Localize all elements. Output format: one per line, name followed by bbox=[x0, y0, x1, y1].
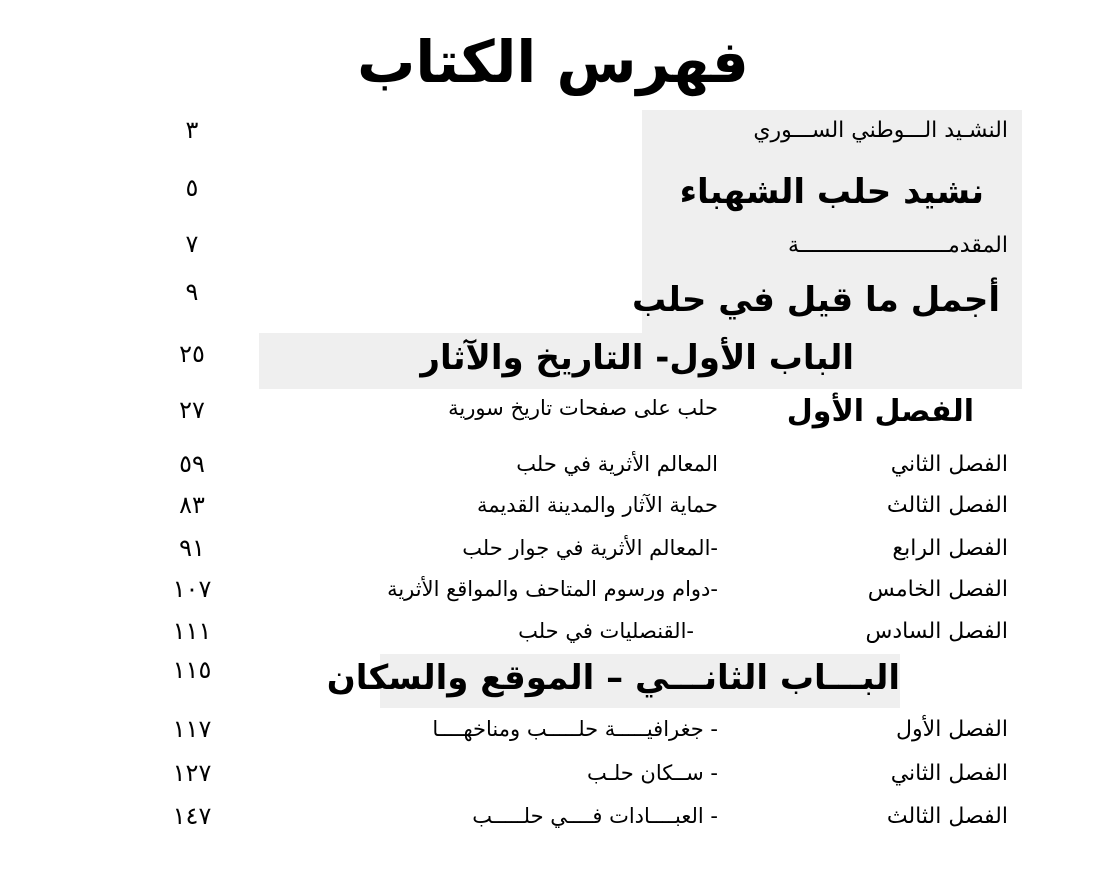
page-number: ٥ bbox=[185, 174, 199, 202]
toc-entry-introduction: المقدمـــــــــــــــــــــــة bbox=[787, 233, 1008, 258]
chapter-label: الفصل الخامس bbox=[867, 577, 1008, 602]
page-number: ٨٣ bbox=[179, 491, 205, 519]
chapter-subject: -القنصليات في حلب bbox=[518, 619, 694, 643]
page-number: ١٢٧ bbox=[172, 759, 212, 787]
chapter-label: الفصل الثالث bbox=[886, 804, 1008, 829]
part-heading: الباب الأول- التاريخ والآثار bbox=[420, 338, 854, 378]
chapter-label: الفصل الأول bbox=[896, 717, 1008, 742]
page-number: ١٤٧ bbox=[172, 802, 212, 830]
page-number: ١١١ bbox=[172, 617, 212, 645]
chapter-label: الفصل الأول bbox=[786, 394, 974, 429]
chapter-subject: - العبــــادات فــــي حلـــــب bbox=[472, 804, 718, 828]
toc-entry-anthem: النشـيد الـــوطني الســـوري bbox=[753, 118, 1008, 143]
chapter-subject: المعالم الأثرية في حلب bbox=[516, 452, 718, 476]
page-number: ٥٩ bbox=[179, 450, 205, 478]
chapter-subject: حماية الآثار والمدينة القديمة bbox=[477, 493, 718, 517]
page-title: فهرس الكتاب bbox=[357, 28, 749, 96]
page-number: ١٠٧ bbox=[172, 575, 212, 603]
page-number: ١١٧ bbox=[172, 715, 212, 743]
page-number: ٢٧ bbox=[179, 396, 205, 424]
chapter-subject: حلب على صفحات تاريخ سورية bbox=[448, 396, 718, 420]
chapter-label: الفصل السادس bbox=[865, 619, 1008, 644]
chapter-subject: -دوام ورسوم المتاحف والمواقع الأثرية bbox=[387, 577, 718, 601]
toc-entry-aleppo-anthem: نشيد حلب الشهباء bbox=[679, 172, 984, 212]
chapter-subject: - ســكان حلـب bbox=[587, 761, 718, 785]
chapter-label: الفصل الثالث bbox=[886, 493, 1008, 518]
page-number: ٢٥ bbox=[179, 340, 205, 368]
chapter-subject: - جغرافيـــــة حلـــــب ومناخهــــا bbox=[432, 717, 718, 741]
chapter-label: الفصل الثاني bbox=[890, 452, 1008, 477]
chapter-label: الفصل الرابع bbox=[892, 536, 1008, 561]
chapter-label: الفصل الثاني bbox=[890, 761, 1008, 786]
page-number: ٣ bbox=[185, 116, 199, 144]
page-number: ١١٥ bbox=[172, 656, 212, 684]
part-heading: البـــاب الثانـــي – الموقع والسكان bbox=[326, 658, 900, 698]
toc-entry-sayings: أجمل ما قيل في حلب bbox=[632, 280, 1000, 320]
page-number: ٩١ bbox=[179, 534, 205, 562]
page-number: ٧ bbox=[185, 230, 199, 258]
page-number: ٩ bbox=[185, 278, 199, 306]
chapter-subject: -المعالم الأثرية في جوار حلب bbox=[462, 536, 718, 560]
